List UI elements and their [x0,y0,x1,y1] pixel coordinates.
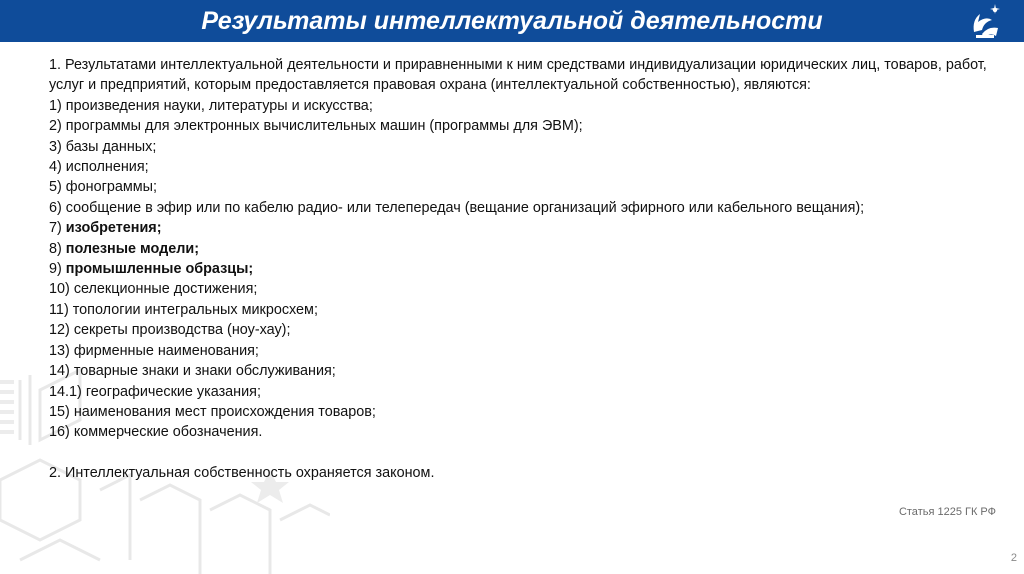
list-item-text: произведения науки, литературы и искусства; [65,97,373,114]
list-item-text: фирменные наименования; [73,342,259,359]
list-item [49,320,1009,340]
list-item-text: исполнения; [65,159,149,176]
list-item [49,300,1009,320]
list-item [49,116,1009,136]
slide-title: Результаты интеллектуальной деятельности [201,7,823,35]
list-item-text: базы данных; [65,138,157,155]
list-item-text: наименования мест происхождения товаров; [73,403,376,420]
list-item [49,239,1009,259]
list-item-text: сообщение в эфир или по кабелю радио- или телепередач (вещание организаций эфирного или кабельного вещания); [65,199,865,216]
list-item [49,198,1009,218]
list-item [49,177,1009,197]
list-item [49,96,1009,116]
list-item-text: коммерческие обозначения. [73,424,263,441]
list-item [49,259,1009,279]
intro-paragraph: 1. Результатами интеллектуальной деятельности и приравненными к ним средствами индивидуализации юридических лиц, товаров, работ, услуг и предприятий, которым предоставляется правовая охрана (интеллектуальной собственностью), являются: [49,57,987,94]
list-item [49,218,1009,238]
list-item-text: топологии интегральных микросхем; [72,301,318,318]
list-item-number: 2) [49,118,62,135]
list-item-text: секреты производства (ноу-хау); [73,322,291,339]
list-item-number: 14.1) [49,383,82,400]
list-item-number: 13) [49,342,70,359]
list-item [49,402,1009,422]
list-item-text: программы для электронных вычислительных машин (программы для ЭВМ); [65,118,583,135]
slide-body [49,55,1009,483]
list-item-number: 5) [49,179,62,196]
list-item-text: географические указания; [85,383,261,400]
list-item-number: 15) [49,403,70,420]
list-item-number: 14) [49,363,70,380]
list-item-number: 12) [49,322,70,339]
list-item [49,382,1009,402]
list-item-text: товарные знаки и знаки обслуживания; [73,363,336,380]
list-item [49,341,1009,361]
ip-objects-list [49,96,1009,443]
list-item-text: промышленные образцы; [65,261,254,278]
list-item [49,422,1009,442]
list-item-number: 4) [49,159,62,176]
list-item-number: 10) [49,281,70,298]
list-item [49,157,1009,177]
list-item-number: 6) [49,199,62,216]
list-item-number: 9) [49,261,62,278]
list-item [49,137,1009,157]
list-item-text: полезные модели; [65,240,199,257]
university-emblem-icon [968,2,1002,40]
second-paragraph: 2. Интеллектуальная собственность охраняется законом. [49,464,435,481]
list-item-number: 7) [49,220,62,237]
source-citation: Статья 1225 ГК РФ [898,506,996,518]
list-item [49,279,1009,299]
list-item-number: 16) [49,424,70,441]
page-number: 2 [1010,552,1017,564]
list-item-text: изобретения; [65,220,162,237]
list-item-number: 8) [49,240,62,257]
list-item [49,361,1009,381]
list-item-text: селекционные достижения; [73,281,258,298]
list-item-number: 11) [49,301,69,318]
list-item-number: 1) [49,97,62,114]
list-item-text: фонограммы; [65,179,157,196]
list-item-number: 3) [49,138,62,155]
